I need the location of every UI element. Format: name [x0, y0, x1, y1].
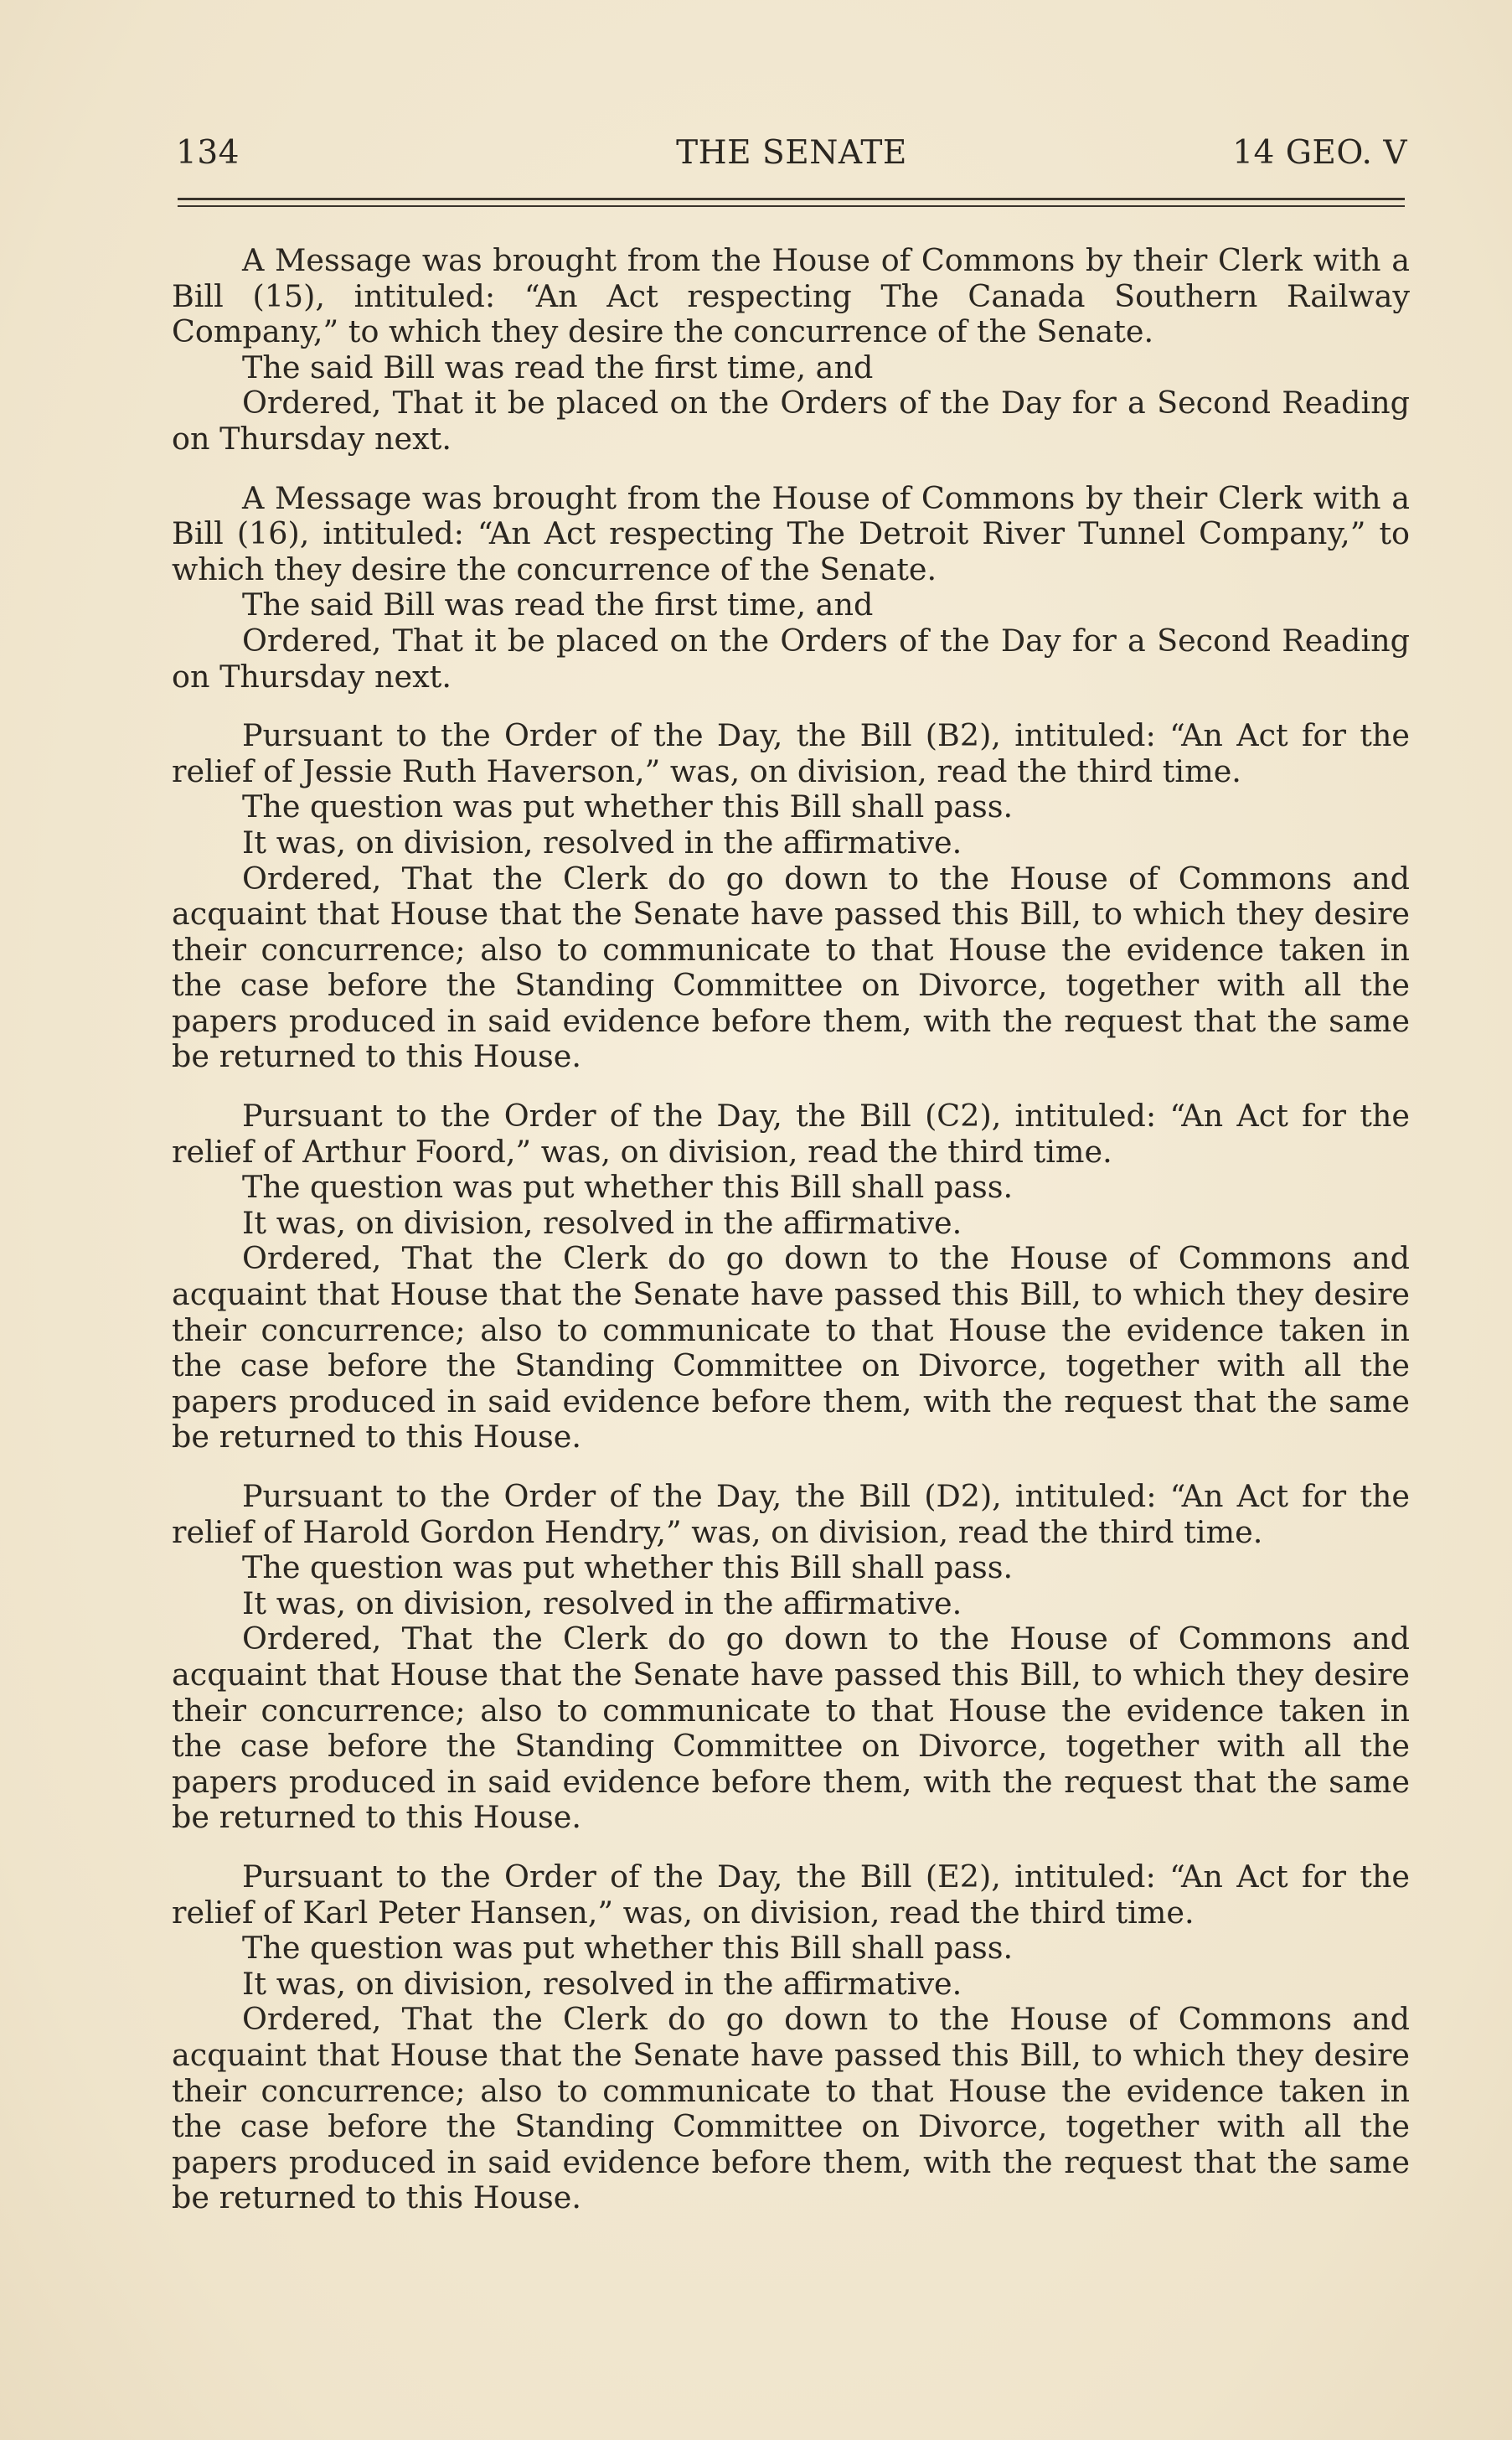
journal-body [172, 243, 1410, 2240]
entry-bill-e2 [172, 1859, 1410, 2216]
entry-bill-c2 [172, 1099, 1410, 1455]
paragraph: A Message was brought from the House of Commons by their Clerk with a Bill (15), intituled: “An Act respecting The Canada Southern Railway Company,” to which they desire the concurrence of the Senate. [172, 242, 1410, 350]
paragraph: It was, on division, resolved in the affirmative. [242, 824, 962, 861]
entry-bill-d2 [172, 1479, 1410, 1836]
paragraph: Ordered, That the Clerk do go down to the House of Commons and acquaint that House that the Senate have passed this Bill, to which they desire their concurrence; also to communicate to that House the evidence taken in the case before the Standing Committee on Divorce, together with all the papers produced in said evidence before them, with the request that the same be returned to this House. [172, 1621, 1410, 1836]
paragraph: Ordered, That it be placed on the Orders of the Day for a Second Reading on Thursday next. [172, 622, 1410, 695]
paragraph: The said Bill was read the first time, and [242, 587, 874, 623]
header-rule-thin [178, 205, 1405, 207]
entry-bill-16 [172, 481, 1410, 695]
paragraph: Pursuant to the Order of the Day, the Bill (D2), intituled: “An Act for the relief of Harold Gordon Hendry,” was, on division, read the third time. [172, 1478, 1410, 1550]
entry-bill-15 [172, 243, 1410, 458]
paragraph: The question was put whether this Bill shall pass. [242, 1549, 1014, 1586]
paragraph: Ordered, That it be placed on the Orders of the Day for a Second Reading on Thursday next. [172, 385, 1410, 457]
paragraph: It was, on division, resolved in the affirmative. [242, 1584, 962, 1621]
header-title: THE SENATE [676, 134, 907, 172]
paragraph: Pursuant to the Order of the Day, the Bill (C2), intituled: “An Act for the relief of Arthur Foord,” was, on division, read the third time. [172, 1098, 1410, 1170]
paragraph: Pursuant to the Order of the Day, the Bill (B2), intituled: “An Act for the relief of Jessie Ruth Haverson,” was, on division, read the third time. [172, 717, 1410, 789]
page-number: 134 [176, 134, 240, 172]
paragraph: Ordered, That the Clerk do go down to the House of Commons and acquaint that House that the Senate have passed this Bill, to which they desire their concurrence; also to communicate to that House the evidence taken in the case before the Standing Committee on Divorce, together with all the papers produced in said evidence before them, with the request that the same be returned to this House. [172, 2001, 1410, 2216]
paragraph: The said Bill was read the first time, and [242, 349, 874, 385]
paragraph: Ordered, That the Clerk do go down to the House of Commons and acquaint that House that the Senate have passed this Bill, to which they desire their concurrence; also to communicate to that House the evidence taken in the case before the Standing Committee on Divorce, together with all the papers produced in said evidence before them, with the request that the same be returned to this House. [172, 860, 1410, 1075]
paragraph: A Message was brought from the House of Commons by their Clerk with a Bill (16), intituled: “An Act respecting The Detroit River Tunnel Company,” to which they desire the concurrence of the Senate. [172, 479, 1410, 587]
entry-bill-b2 [172, 718, 1410, 1075]
paragraph: The question was put whether this Bill shall pass. [242, 1930, 1014, 1967]
paragraph: It was, on division, resolved in the affirmative. [242, 1204, 962, 1241]
paragraph: It was, on division, resolved in the affirmative. [242, 1965, 962, 2002]
paragraph: Pursuant to the Order of the Day, the Bill (E2), intituled: “An Act for the relief of Karl Peter Hansen,” was, on division, read the third time. [172, 1858, 1410, 1931]
header-reign: 14 GEO. V [1232, 134, 1407, 172]
paragraph: The question was put whether this Bill shall pass. [242, 788, 1014, 825]
paragraph: The question was put whether this Bill shall pass. [242, 1169, 1014, 1206]
paragraph: Ordered, That the Clerk do go down to the House of Commons and acquaint that House that the Senate have passed this Bill, to which they desire their concurrence; also to communicate to that House the evidence taken in the case before the Standing Committee on Divorce, together with all the papers produced in said evidence before them, with the request that the same be returned to this House. [172, 1240, 1410, 1455]
running-header [176, 134, 1407, 184]
header-rule-thick [178, 198, 1405, 200]
